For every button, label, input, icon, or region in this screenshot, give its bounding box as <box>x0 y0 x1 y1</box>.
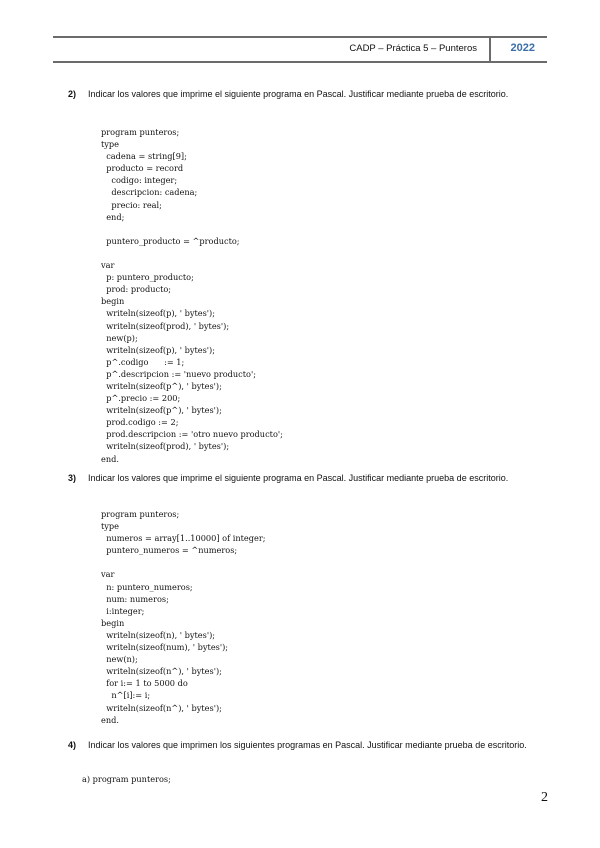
question-text: Indicar los valores que imprime el siguiente programa en Pascal. Justificar mediante prueba de escritorio. <box>88 473 509 483</box>
question-number: 3) <box>68 473 77 483</box>
question-4 <box>68 739 550 752</box>
question-number: 2) <box>68 89 77 99</box>
question-text: Indicar los valores que imprime el siguiente programa en Pascal. Justificar mediante prueba de escritorio. <box>88 89 509 99</box>
header-divider <box>489 38 491 61</box>
question-number: 4) <box>68 740 77 750</box>
question-2 <box>68 88 550 101</box>
page-number: 2 <box>541 790 548 805</box>
code-block: a) program punteros; <box>82 774 171 784</box>
code-block: program punteros; type numeros = array[1..10000] of integer; puntero_numeros = ^numeros; var n: puntero_numeros; num: numeros; i:integer; begin writeln(sizeof(n), ' bytes'); writeln(sizeof(num), ' bytes'); new(n); writeln(sizeof(n^), ' bytes'); for i:= 1 to 5000 do n^[i]:= i; writeln(sizeof(n^), ' bytes'); end. <box>101 509 266 725</box>
question-3 <box>68 472 550 485</box>
header-year: 2022 <box>510 42 535 54</box>
page-header <box>53 36 547 63</box>
code-block: program punteros; type cadena = string[9]; producto = record codigo: integer; descripcion: cadena; precio: real; end; puntero_producto = ^producto; var p: puntero_producto; prod: producto; begin writeln(sizeof(p), ' bytes'); writeln(sizeof(prod), ' bytes'); new(p); writeln(sizeof(p), ' bytes'); p^.codigo := 1; p^.descripcion := 'nuevo producto'; writeln(sizeof(p^), ' bytes'); p^.precio := 200; writeln(sizeof(p^), ' bytes'); prod.codigo := 2; prod.descripcion := 'otro nuevo producto'; writeln(sizeof(prod), ' bytes'); end. <box>101 127 283 464</box>
question-text: Indicar los valores que imprimen los siguientes programas en Pascal. Justificar mediante prueba de escritorio. <box>88 740 527 750</box>
header-title: CADP – Práctica 5 – Punteros <box>349 43 477 54</box>
